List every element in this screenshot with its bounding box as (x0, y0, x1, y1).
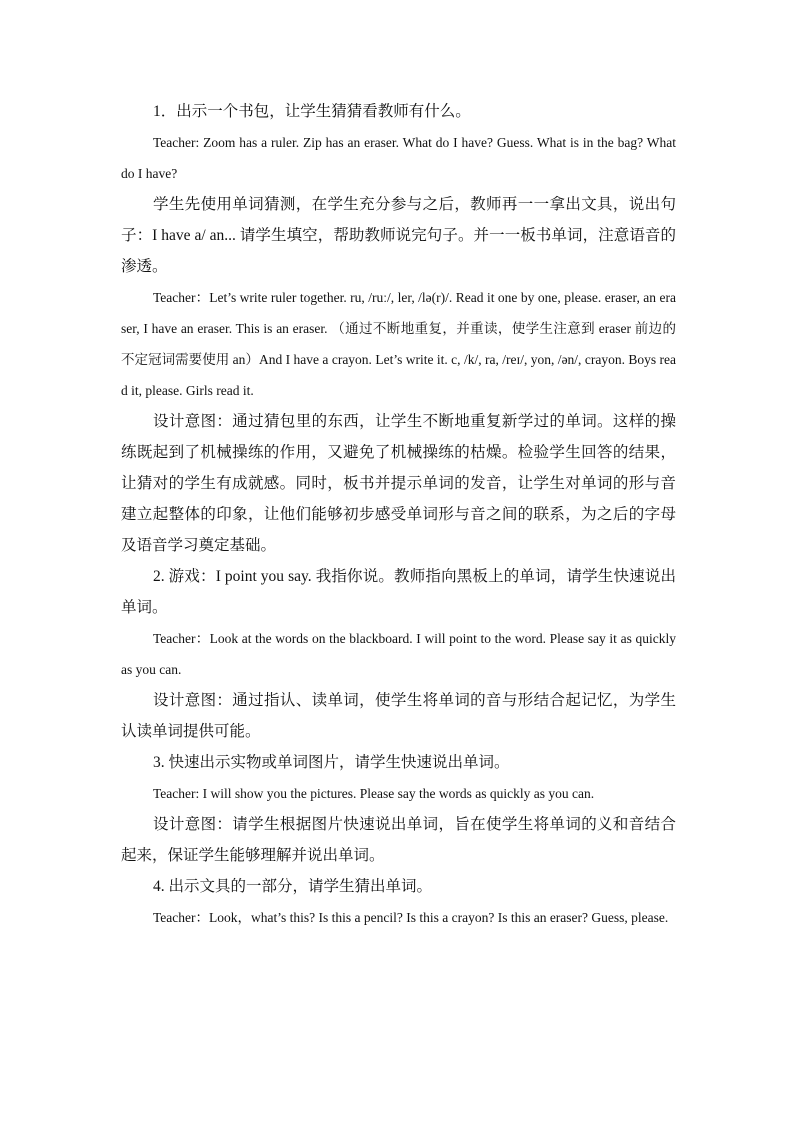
teacher-line-5: Teacher：Look，what’s this? Is this a pencil? Is this a crayon? Is this an eraser? Guess, please. (153, 910, 669, 925)
step-1-heading: 1．出示一个书包，让学生猜猜看教师有什么。 (153, 103, 471, 120)
step-1-description: 学生先使用单词猜测，在学生充分参与之后，教师再一一拿出文具，说出句子：I have a/ an... 请学生填空，帮助教师说完句子。并一一板书单词，注意语音的渗透。 (121, 196, 676, 275)
teacher-line-1: Teacher: Zoom has a ruler. Zip has an eraser. What do I have? Guess. What is in the bag? What do I have? (121, 135, 676, 181)
teacher-line-2: Teacher：Let’s write ruler together. ru, /ruː/, ler, /lə(r)/. Read it one by one, please. eraser, an eraser, I have an eraser. This is an eraser. （通过不断地重复，并重读，使学生注意到 eraser 前边的不定冠词需要使用 an）And I have a crayon. Let’s write it. c, /k/, ra, /reɪ/, yon, /ən/, crayon. Boys read it, please. Girls read it. (121, 290, 676, 398)
design-intent-2: 设计意图：通过指认、读单词，使学生将单词的音与形结合起记忆，为学生认读单词提供可能。 (121, 692, 676, 740)
step-2-heading: 2. 游戏：I point you say. 我指你说。教师指向黑板上的单词，请学生快速说出单词。 (121, 568, 676, 616)
teacher-line-3: Teacher：Look at the words on the blackboard. I will point to the word. Please say it as quickly as you can. (121, 631, 676, 677)
design-intent-3: 设计意图：请学生根据图片快速说出单词，旨在使学生将单词的义和音结合起来，保证学生能够理解并说出单词。 (121, 816, 676, 864)
design-intent-1: 设计意图：通过猜包里的东西，让学生不断地重复新学过的单词。这样的操练既起到了机械操练的作用，又避免了机械操练的枯燥。检验学生回答的结果，让猜对的学生有成就感。同时，板书并提示单词的发音，让学生对单词的形与音建立起整体的印象，让他们能够初步感受单词形与音之间的联系，为之后的字母及语音学习奠定基础。 (121, 413, 676, 554)
teacher-line-4: Teacher: I will show you the pictures. Please say the words as quickly as you can. (153, 786, 595, 801)
step-3-heading: 3. 快速出示实物或单词图片，请学生快速说出单词。 (153, 754, 510, 771)
step-4-heading: 4. 出示文具的一部分，请学生猜出单词。 (153, 878, 433, 895)
document-body (121, 96, 676, 933)
